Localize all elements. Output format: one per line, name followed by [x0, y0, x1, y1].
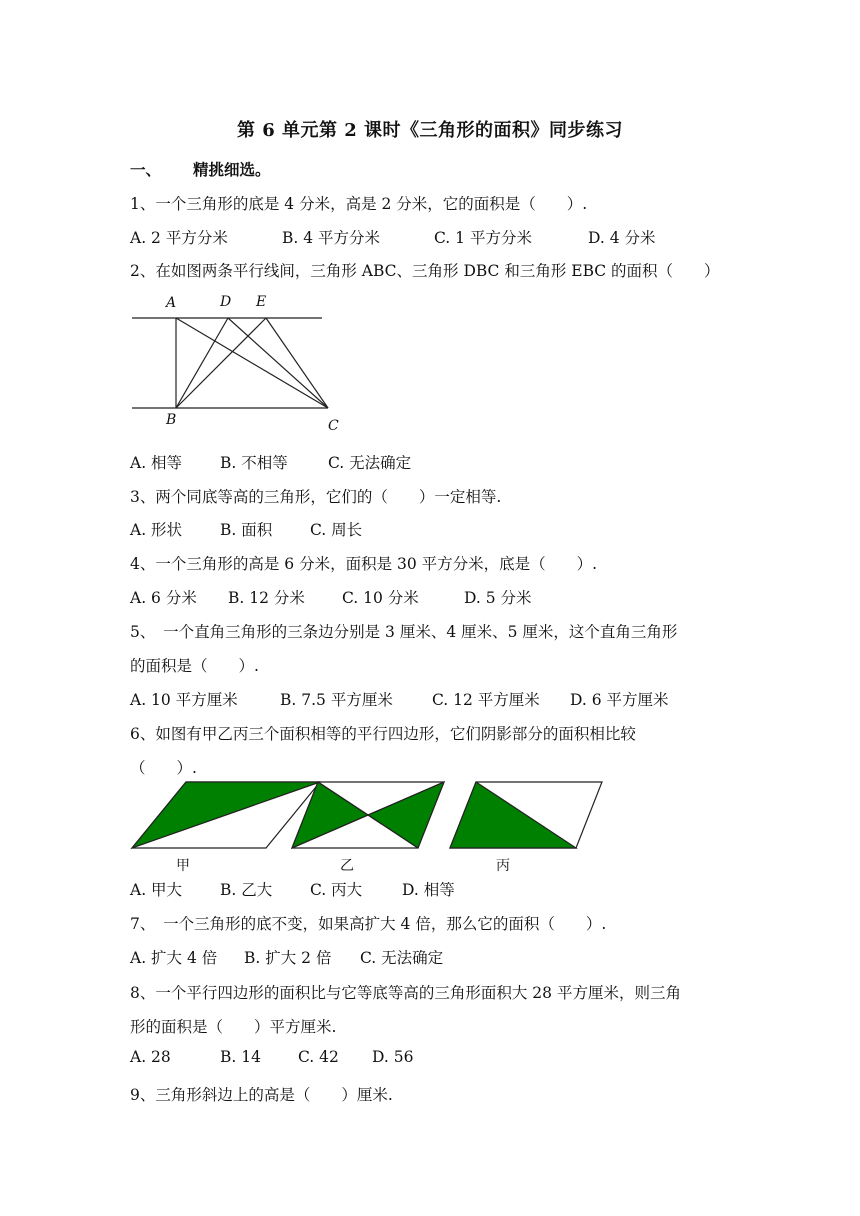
- question-5-stem-cont: 的面积是（ ）.: [130, 657, 259, 675]
- option: B. 7.5 平方厘米: [280, 691, 393, 709]
- parallel-lines-figure: [128, 290, 348, 438]
- option: A. 形状: [130, 521, 183, 539]
- option: B. 扩大 2 倍: [244, 949, 332, 967]
- option: A. 28: [130, 1048, 171, 1066]
- option: B. 乙大: [220, 881, 273, 899]
- question-8-stem-cont: 形的面积是（ ）平方厘米.: [130, 1018, 337, 1036]
- section-label: 精挑细选。: [193, 160, 271, 179]
- option: B. 14: [220, 1048, 261, 1066]
- figure-label-yi: 乙: [340, 858, 354, 874]
- option: C. 无法确定: [328, 454, 412, 472]
- option: B. 不相等: [220, 454, 288, 472]
- option: D. 4 分米: [588, 229, 656, 247]
- option: D. 5 分米: [464, 589, 532, 607]
- option: A. 2 平方分米: [130, 229, 228, 247]
- question-5-stem: 5、 一个直角三角形的三条边分别是 3 厘米、4 厘米、5 厘米，这个直角三角形: [130, 623, 678, 641]
- option: C. 无法确定: [360, 949, 444, 967]
- question-2-options: [130, 451, 411, 473]
- parallelograms-figure: [128, 778, 608, 874]
- question-7-stem: 7、 一个三角形的底不变，如果高扩大 4 倍，那么它的面积（ ）.: [130, 915, 607, 933]
- question-6-stem: 6、如图有甲乙丙三个面积相等的平行四边形，它们阴影部分的面积相比较: [130, 725, 636, 743]
- option: A. 6 分米: [130, 589, 197, 607]
- option: C. 周长: [310, 521, 363, 539]
- option: A. 扩大 4 倍: [130, 949, 218, 967]
- question-4-options: [130, 586, 532, 608]
- option: D. 相等: [402, 881, 455, 899]
- figure-label-jia: 甲: [176, 858, 190, 874]
- section-number: 一、: [130, 160, 162, 179]
- question-2-stem: 2、在如图两条平行线间，三角形 ABC、三角形 DBC 和三角形 EBC 的面积（ ）: [130, 262, 720, 280]
- option: C. 丙大: [310, 881, 363, 899]
- option: C. 12 平方厘米: [432, 691, 540, 709]
- point-label-d: D: [220, 294, 232, 310]
- question-6-options: [130, 878, 455, 900]
- question-8-options: [130, 1048, 413, 1066]
- option: B. 12 分米: [228, 589, 305, 607]
- point-label-c: C: [328, 418, 339, 434]
- option: C. 42: [298, 1048, 339, 1066]
- point-label-b: B: [166, 412, 177, 428]
- option: B. 面积: [220, 521, 273, 539]
- option: B. 4 平方分米: [282, 229, 381, 247]
- option: D. 56: [372, 1048, 414, 1066]
- question-1-options: [130, 226, 656, 248]
- option: C. 10 分米: [342, 589, 419, 607]
- point-label-a: A: [166, 295, 177, 311]
- question-4-stem: 4、一个三角形的高是 6 分米，面积是 30 平方分米，底是（ ）.: [130, 555, 598, 573]
- question-1-stem: 1、一个三角形的底是 4 分米，高是 2 分米，它的面积是（ ）.: [130, 195, 588, 213]
- question-9-stem: 9、三角形斜边上的高是（ ）厘米.: [130, 1086, 393, 1104]
- question-5-options: [130, 688, 669, 710]
- point-label-e: E: [256, 294, 267, 310]
- option: D. 6 平方厘米: [570, 691, 669, 709]
- question-3-stem: 3、两个同底等高的三角形，它们的（ ）一定相等.: [130, 488, 502, 506]
- section-heading: [130, 158, 271, 180]
- option: A. 甲大: [130, 881, 183, 899]
- page-title: 第 6 单元第 2 课时《三角形的面积》同步练习: [236, 120, 624, 141]
- question-3-options: [130, 518, 362, 540]
- question-6-stem-cont: （ ）.: [130, 759, 197, 777]
- question-8-stem: 8、一个平行四边形的面积比与它等底等高的三角形面积大 28 平方厘米，则三角: [130, 984, 681, 1002]
- option: A. 相等: [130, 454, 183, 472]
- option: A. 10 平方厘米: [130, 691, 238, 709]
- option: C. 1 平方分米: [434, 229, 532, 247]
- question-7-options: [130, 946, 443, 968]
- figure-label-bing: 丙: [496, 858, 510, 874]
